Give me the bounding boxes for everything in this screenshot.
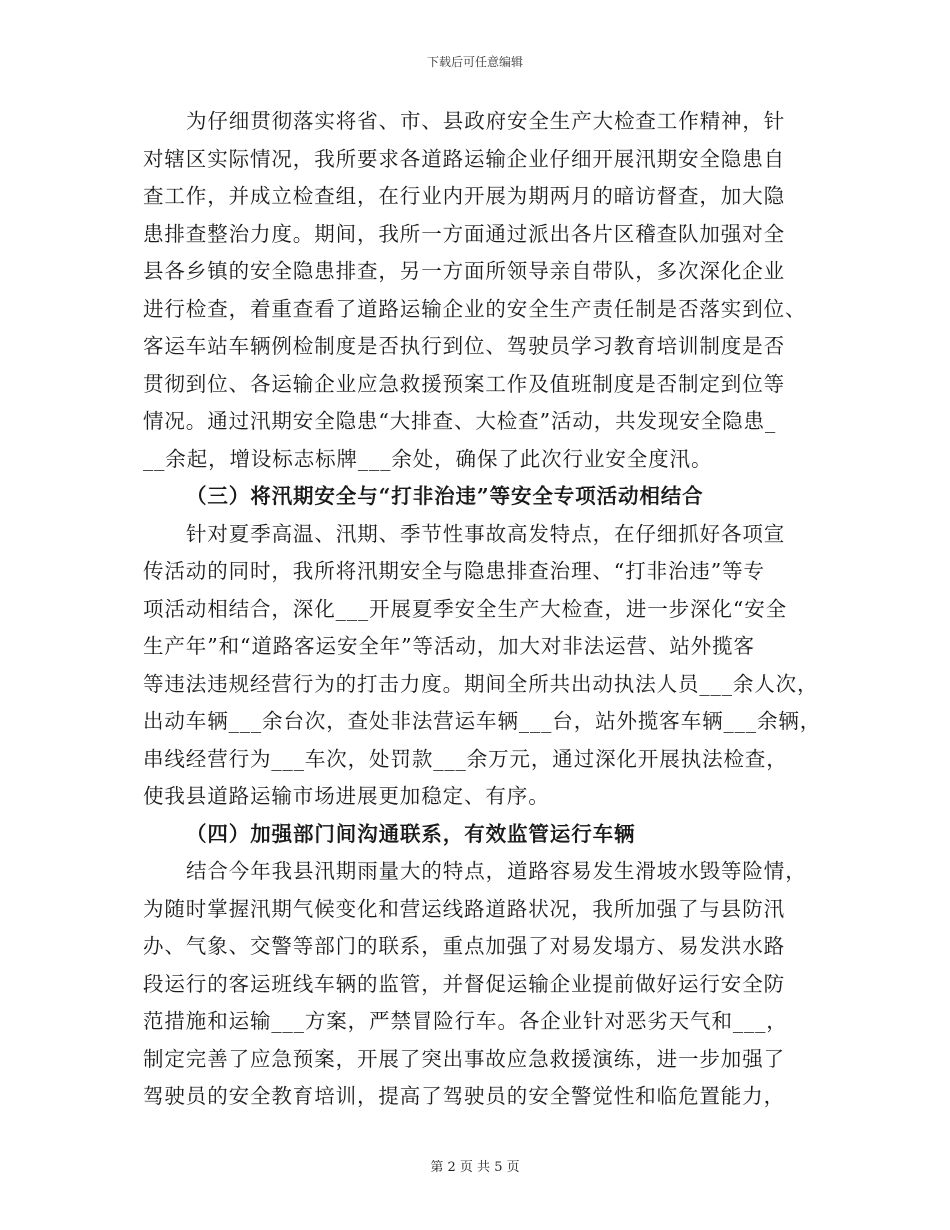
paragraph-line: 对辖区实际情况，我所要求各道路运输企业仔细开展汛期安全隐患自 xyxy=(143,146,785,171)
paragraph-line: 情况。通过汛期安全隐患“大排查、大检查”活动，共发现安全隐患_ xyxy=(143,409,777,433)
paragraph-line: 贯彻到位、各运输企业应急救援预案工作及值班制度是否制定到位等 xyxy=(143,371,785,396)
section-heading: （四）加强部门间沟通联系，有效监管运行车辆 xyxy=(186,821,636,846)
paragraph-line: 项活动相结合，深化___开展夏季安全生产大检查，进一步深化“安全 xyxy=(143,596,788,621)
paragraph-line: 出动车辆___余台次，查处非法营运车辆___台，站外揽客车辆___余辆， xyxy=(143,709,822,733)
paragraph-line: 制定完善了应急预案，开展了突出事故应急救援演练，进一步加强了 xyxy=(143,1046,785,1071)
paragraph-line: 使我县道路运输市场进展更加稳定、有序。 xyxy=(143,784,550,808)
paragraph-line: 为随时掌握汛期气候变化和营运线路道路状况，我所加强了与县防汛 xyxy=(143,896,785,921)
document-body xyxy=(143,103,823,1116)
paragraph-line: __余起，增设标志标牌___余处，确保了此次行业安全度汛。 xyxy=(143,446,713,471)
paragraph-line: 客运车站车辆例检制度是否执行到位、驾驶员学习教育培训制度是否 xyxy=(143,334,785,358)
paragraph-line: 生产年”和“道路客运安全年”等活动，加大对非法运营、站外揽客 xyxy=(143,634,755,658)
paragraph-line: 结合今年我县汛期雨量大的特点，道路容易发生滑坡水毁等险情， xyxy=(186,859,807,883)
paragraph-line: 查工作，并成立检查组，在行业内开展为期两月的暗访督查，加大隐 xyxy=(143,184,785,208)
paragraph-line: 段运行的客运班线车辆的监管，并督促运输企业提前做好运行安全防 xyxy=(143,971,785,996)
page-footer: 第 2 页 共 5 页 xyxy=(430,1160,520,1175)
paragraph-line: 为仔细贯彻落实将省、市、县政府安全生产大检查工作精神，针 xyxy=(186,109,786,133)
page-header: 下载后可任意编辑 xyxy=(426,55,523,69)
paragraph-line: 办、气象、交警等部门的联系，重点加强了对易发塌方、易发洪水路 xyxy=(143,934,785,958)
paragraph-line: 进行检查，着重查看了道路运输企业的安全生产责任制是否落实到位、 xyxy=(143,296,807,321)
paragraph-line: 范措施和运输___方案，严禁冒险行车。各企业针对恶劣天气和___， xyxy=(143,1009,788,1033)
paragraph-line: 等违法违规经营行为的打击力度。期间全所共出动执法人员___余人次， xyxy=(143,671,819,696)
paragraph-line: 串线经营行为___车次，处罚款___余万元，通过深化开展执法检查， xyxy=(143,746,788,771)
paragraph-line: 患排查整治力度。期间，我所一方面通过派出各片区稽查队加强对全 xyxy=(143,221,785,246)
paragraph-line: 传活动的同时，我所将汛期安全与隐患排查治理、“打非治违”等专 xyxy=(143,559,765,583)
paragraph-line: 针对夏季高温、汛期、季节性事故高发特点，在仔细抓好各项宣 xyxy=(186,521,786,546)
section-heading: （三）将汛期安全与“打非治违”等安全专项活动相结合 xyxy=(186,484,704,508)
paragraph-line: 驾驶员的安全教育培训，提高了驾驶员的安全警觉性和临危置能力， xyxy=(143,1084,785,1108)
paragraph-line: 县各乡镇的安全隐患排查，另一方面所领导亲自带队，多次深化企业 xyxy=(143,259,785,283)
